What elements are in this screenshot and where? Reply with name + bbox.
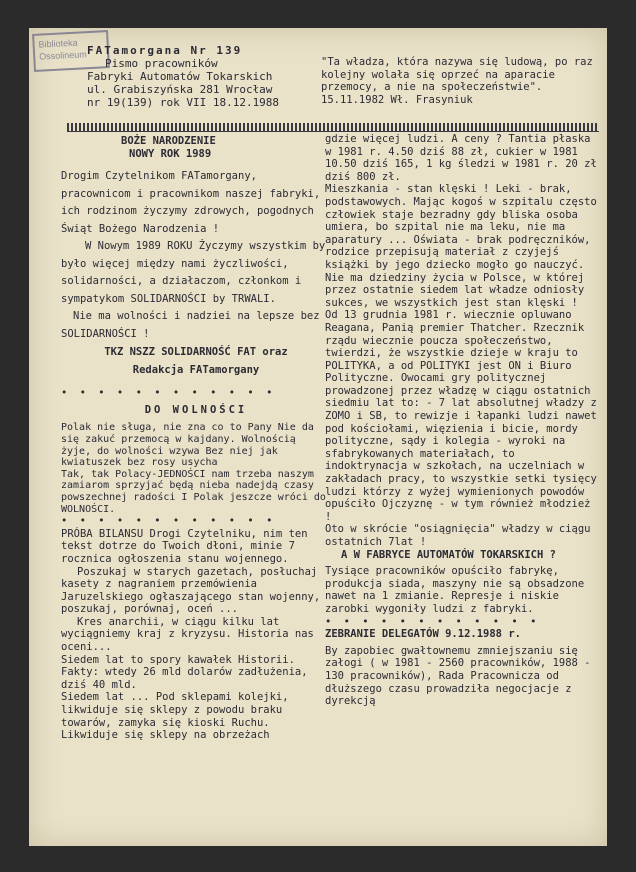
article-paragraph: Nie ma dziedziny życia w Polsce, w której przez ostatnie siedem lat władze odniosły sukces, we wszystkich jest stan klęski !	[325, 271, 585, 309]
poem-stanza: Polak nie sługa, nie zna co to Pany Nie da się zakuć przemocą w kajdany. Wolnością żyje, do wolności wzywa Bez niej jak kwiatuszek bez rosy usycha	[61, 422, 314, 469]
separator-dots: • • • • • • • • • • • •	[325, 615, 540, 628]
greeting-paragraph: Nie ma wolności i nadziei na lepsze bez SOLIDARNOŚCI !	[61, 310, 320, 340]
separator-dots: • • • • • • • • • • • •	[61, 387, 276, 400]
newsletter-page	[29, 28, 607, 846]
article-paragraph: Siedem lat to spory kawałek Historii. Fakty: wtedy 26 mld dolarów zadłużenia, dziś 40 mld.	[61, 653, 308, 691]
article-paragraph: gdzie więcej ludzi. A ceny ? Tantia płaska w 1981 r. 4.50 dziś 88 zł, cukier w 1981 10.50 dziś 165, 1 kg śledzi w 1981 r. 20 zł dziś 800 zł.	[325, 133, 597, 183]
header-divider	[67, 123, 599, 132]
greeting-signature: Redakcja FATamorgany	[132, 364, 260, 377]
masthead	[87, 44, 337, 109]
article-paragraph: Kres anarchii, w ciągu kilku lat wyciągniemy kraj z kryzysu. Historia nas oceni...	[61, 615, 314, 654]
section-heading: ZEBRANIE DELEGATÓW 9.12.1988 r.	[325, 628, 521, 641]
article-paragraph: PRÓBA BILANSU Drogi Czytelniku, nim ten tekst dotrze do Twoich dłoni, minie 7 rocznica ogłoszenia stanu wojennego.	[61, 527, 308, 565]
masthead-line: Pismo pracowników	[105, 57, 218, 70]
section-heading: A W FABRYCE AUTOMATÓW TOKARSKICH ?	[341, 548, 556, 561]
greeting-paragraph: Drogim Czytelnikom FATamorgany, pracownicom i pracownikom naszej fabryki, ich rodzinom życzymy zdrowych, pogodnych Świąt Bożego Narodzenia !	[61, 170, 321, 235]
stamp-line-1: Biblioteka	[38, 37, 78, 50]
masthead-line: ul. Grabiszyńska 281 Wrocław	[87, 83, 273, 96]
greeting-paragraph: W Nowym 1989 ROKU Życzymy wszystkim by było więcej między nami życzliwości, solidarności, a działaczom, członkom i sympatykom SOLIDARNOŚCI by TRWALI.	[61, 240, 326, 305]
article-paragraph: Tysiące pracowników opuściło fabrykę, produkcja siada, maszyny nie są obsadzone nawet na 1 zmianie. Represje i niskie zarobki wygoniły ludzi z fabryki.	[325, 565, 585, 615]
stamp-line-2: Ossolineum	[38, 49, 87, 62]
poem-stanza: Tak, tak Polacy-JEDNOŚCI nam trzeba naszym zamiarom sprzyjać będą nieba nadejdą czasy powszechnej radości I Polak jeszcze wróci do WOLNOŚCI.	[61, 468, 326, 515]
article-paragraph: Mieszkania - stan klęski ! Leki - brak, podstawowych. Mając kogoś w szpitalu często człowiek staje bezradny gdy bliska osoba umiera, bo szpital nie ma leku, nie ma aparatury ... Oświata - brak podręczników, rodzice przepisują materiał z czyjejś książki by jego dziecko mogło go nauczyć.	[325, 183, 597, 271]
poem-title: DO WOLNOŚCI	[144, 403, 248, 416]
article-paragraph: Od 13 grudnia 1981 r. wiecznie opluwano Reagana, Panią premier Thatcher. Rzecznik rządu wiecznie poucza społeczeństwo, twierdzi, że wszystkie dzieje w kraju to POLITYKA, a od POLITYKI jest ON i Biuro Polityczne. Owocami gry politycznej prowadzonej przez władzę w ciągu ostatnich siedmiu lat to: - 7 lat absolutnej władzy z ZOMO i SB, to rewizje i łapanki ludzi nawet pod kościołami, więzienia i bicie, mordy polityczne, sądy i kolegia - wyroki na sfabrykowanych materiałach, to indoktrynacja w szkołach, na uczelniach w zakładach pracy, to wszystkie setki tysięcy ludzi którzy z wyżej wymienionych powodów opuściło Ojczyznę - w tym również młodzież !	[325, 309, 597, 523]
right-column	[325, 133, 599, 708]
masthead-quote: "Ta władza, która nazywa się ludową, po raz kolejny wolała się oprzeć na aparacie przemocy, a nie na społeczeństwie". 15.11.1982 Wł. Frasyniuk	[321, 56, 593, 106]
article-paragraph: Siedem lat ... Pod sklepami kolejki, likwiduje się sklepy z powodu braku towarów, zamyka się kioski Ruchu. Likwiduje się sklepy na obrzeżach	[61, 691, 289, 742]
masthead-line: nr 19(139) rok VII 18.12.1988	[87, 96, 280, 109]
greeting-title: BOŻE NARODZENIE	[121, 135, 216, 147]
article-paragraph: By zapobiec gwałtownemu zmniejszaniu się załogi ( w 1981 - 2560 pracowników, 1988 - 130 pracowników), Rada Pracownicza od dłuższego czasu prowadziła negocjacje z dyrekcją	[325, 644, 591, 708]
left-column	[61, 135, 331, 742]
greeting-title: NOWY ROK 1989	[129, 147, 212, 160]
greeting-signature: TKZ NSZZ SOLIDARNOŚĆ FAT oraz	[104, 346, 288, 359]
masthead-title: FATamorgana Nr 139	[87, 44, 243, 57]
article-paragraph: Oto w skrócie "osiągnięcia" władzy w ciągu ostatnich 7lat !	[325, 523, 591, 548]
article-paragraph: Poszukaj w starych gazetach, posłuchaj kasety z nagraniem przemówienia Jaruzelskiego ogłaszającego stan wojenny, poszukaj, porównaj, oceń ...	[61, 565, 321, 616]
masthead-line: Fabryki Automatów Tokarskich	[87, 70, 273, 83]
separator-dots: • • • • • • • • • • • •	[61, 515, 276, 528]
